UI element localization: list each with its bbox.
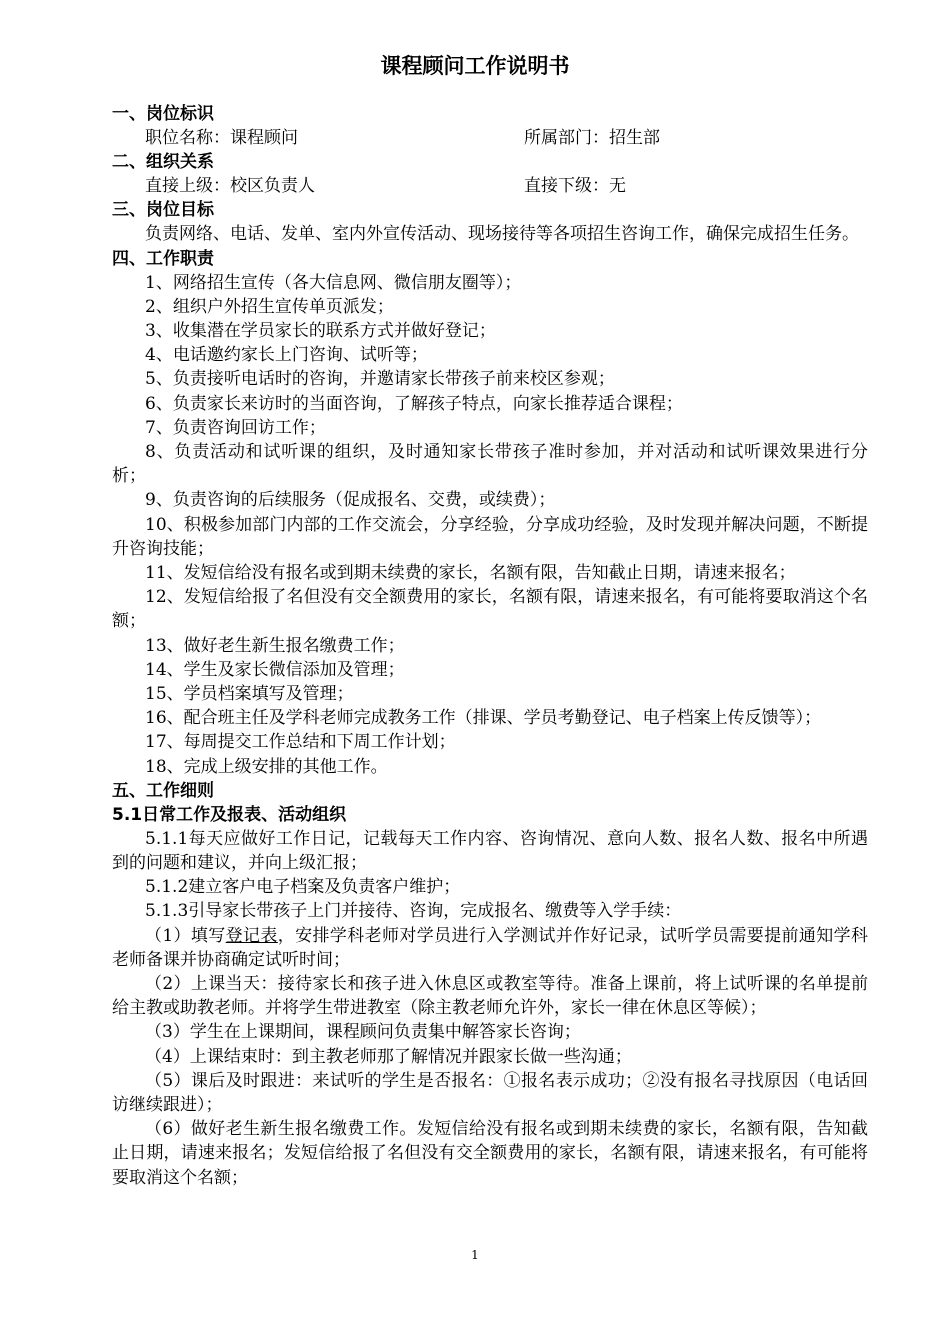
page-number: 1 bbox=[471, 1248, 479, 1262]
job-name: 职位名称：课程顾问 bbox=[145, 128, 298, 148]
duty-item: 14、学生及家长微信添加及管理； bbox=[145, 659, 405, 680]
detail-step bbox=[112, 924, 868, 972]
duty-item: 16、配合班主任及学科老师完成教务工作（排课、学员考勤登记、电子档案上传反馈等）； bbox=[145, 708, 822, 729]
duty-item: 10、积极参加部门内部的工作交流会，分享经验，分享成功经验，及时发现并解决问题，不断提升咨询技能； bbox=[112, 514, 868, 559]
duty-item: 15、学员档案填写及管理； bbox=[145, 684, 354, 705]
duty-item: 12、发短信给报了名但没有交全额费用的家长，名额有限，请速来报名，有可能将要取消这个名额； bbox=[112, 587, 868, 632]
objective-text: 负责网络、电话、发单、室内外宣传活动、现场接待等各项招生咨询工作，确保完成招生任务。 bbox=[145, 224, 859, 245]
detail-step: （2）上课当天：接待家长和孩子进入休息区或教室等待。准备上课前，将上试听课的名单提前给主教或助教老师。并将学生带进教室（除主教老师允许外，家长一律在休息区等候）； bbox=[112, 974, 868, 1019]
duty-item: 2、组织户外招生宣传单页派发； bbox=[145, 296, 394, 317]
duty-item: 1、网络招生宣传（各大信息网、微信朋友圈等）； bbox=[145, 272, 522, 293]
direct-subordinate: 直接下级：无 bbox=[524, 176, 626, 197]
duty-item: 17、每周提交工作总结和下周工作计划； bbox=[145, 732, 456, 753]
step-prefix: （1）填写 bbox=[145, 925, 226, 946]
duty-item: 18、完成上级安排的其他工作。 bbox=[145, 756, 388, 777]
registration-form-link[interactable]: 登记表 bbox=[225, 925, 278, 946]
job-info-row bbox=[112, 126, 868, 150]
section-heading-objective: 三、岗位目标 bbox=[112, 200, 214, 221]
detail-step: （3）学生在上课期间，课程顾问负责集中解答家长咨询； bbox=[145, 1022, 581, 1043]
duty-item: 11、发短信给没有报名或到期未续费的家长，名额有限，告知截止日期，请速来报名； bbox=[145, 563, 796, 584]
detail-step: （5）课后及时跟进：来试听的学生是否报名：①报名表示成功；②没有报名寻找原因（电话回访继续跟进）； bbox=[112, 1070, 868, 1116]
duty-item: 3、收集潜在学员家长的联系方式并做好登记； bbox=[145, 320, 496, 341]
section-heading-identification: 一、岗位标识 bbox=[112, 104, 214, 124]
department: 所属部门：招生部 bbox=[524, 128, 660, 148]
duty-item: 5、负责接听电话时的咨询，并邀请家长带孩子前来校区参观； bbox=[145, 369, 615, 390]
duty-item: 4、电话邀约家长上门咨询、试听等； bbox=[145, 345, 428, 366]
duty-item: 9、负责咨询的后续服务（促成报名、交费，或续费）； bbox=[145, 490, 556, 511]
detail-paragraph: 5.1.3引导家长带孩子上门并接待、咨询，完成报名、缴费等入学手续： bbox=[145, 901, 682, 922]
duty-item: 7、负责咨询回访工作； bbox=[145, 417, 326, 438]
detail-paragraph: 5.1.2建立客户电子档案及负责客户维护； bbox=[145, 877, 461, 898]
step-text: ，安排学科老师对学员进行入学测试并作好记录，试听学员需要提前通知学科老师备课并协商确定试听时间； bbox=[112, 925, 869, 970]
section-heading-details: 五、工作细则 bbox=[112, 780, 214, 801]
detail-step: （4）上课结束时：到主教老师那了解情况并跟家长做一些沟通； bbox=[145, 1046, 632, 1067]
subsection-heading-daily-work: 5.1日常工作及报表、活动组织 bbox=[112, 804, 347, 825]
section-heading-duties: 四、工作职责 bbox=[112, 248, 214, 269]
report-line-row bbox=[112, 174, 868, 198]
document-title: 课程顾问工作说明书 bbox=[380, 54, 570, 78]
direct-superior: 直接上级：校区负责人 bbox=[145, 176, 315, 197]
duty-item: 6、负责家长来访时的当面咨询，了解孩子特点，向家长推荐适合课程； bbox=[145, 393, 683, 414]
section-heading-organization: 二、组织关系 bbox=[112, 152, 214, 173]
duty-item: 8、负责活动和试听课的组织，及时通知家长带孩子准时参加，并对活动和试听课效果进行分析； bbox=[112, 442, 868, 487]
detail-step: （6）做好老生新生报名缴费工作。发短信给没有报名或到期未续费的家长，名额有限，告知截止日期，请速来报名；发短信给报了名但没有交全额费用的家长，名额有限，请速来报名，有可能将要取消这个名额； bbox=[112, 1119, 868, 1188]
document-body bbox=[112, 102, 868, 1190]
detail-paragraph: 5.1.1每天应做好工作日记，记载每天工作内容、咨询情况、意向人数、报名人数、报名中所遇到的问题和建议，并向上级汇报； bbox=[112, 828, 868, 874]
duty-item: 13、做好老生新生报名缴费工作； bbox=[145, 635, 405, 656]
